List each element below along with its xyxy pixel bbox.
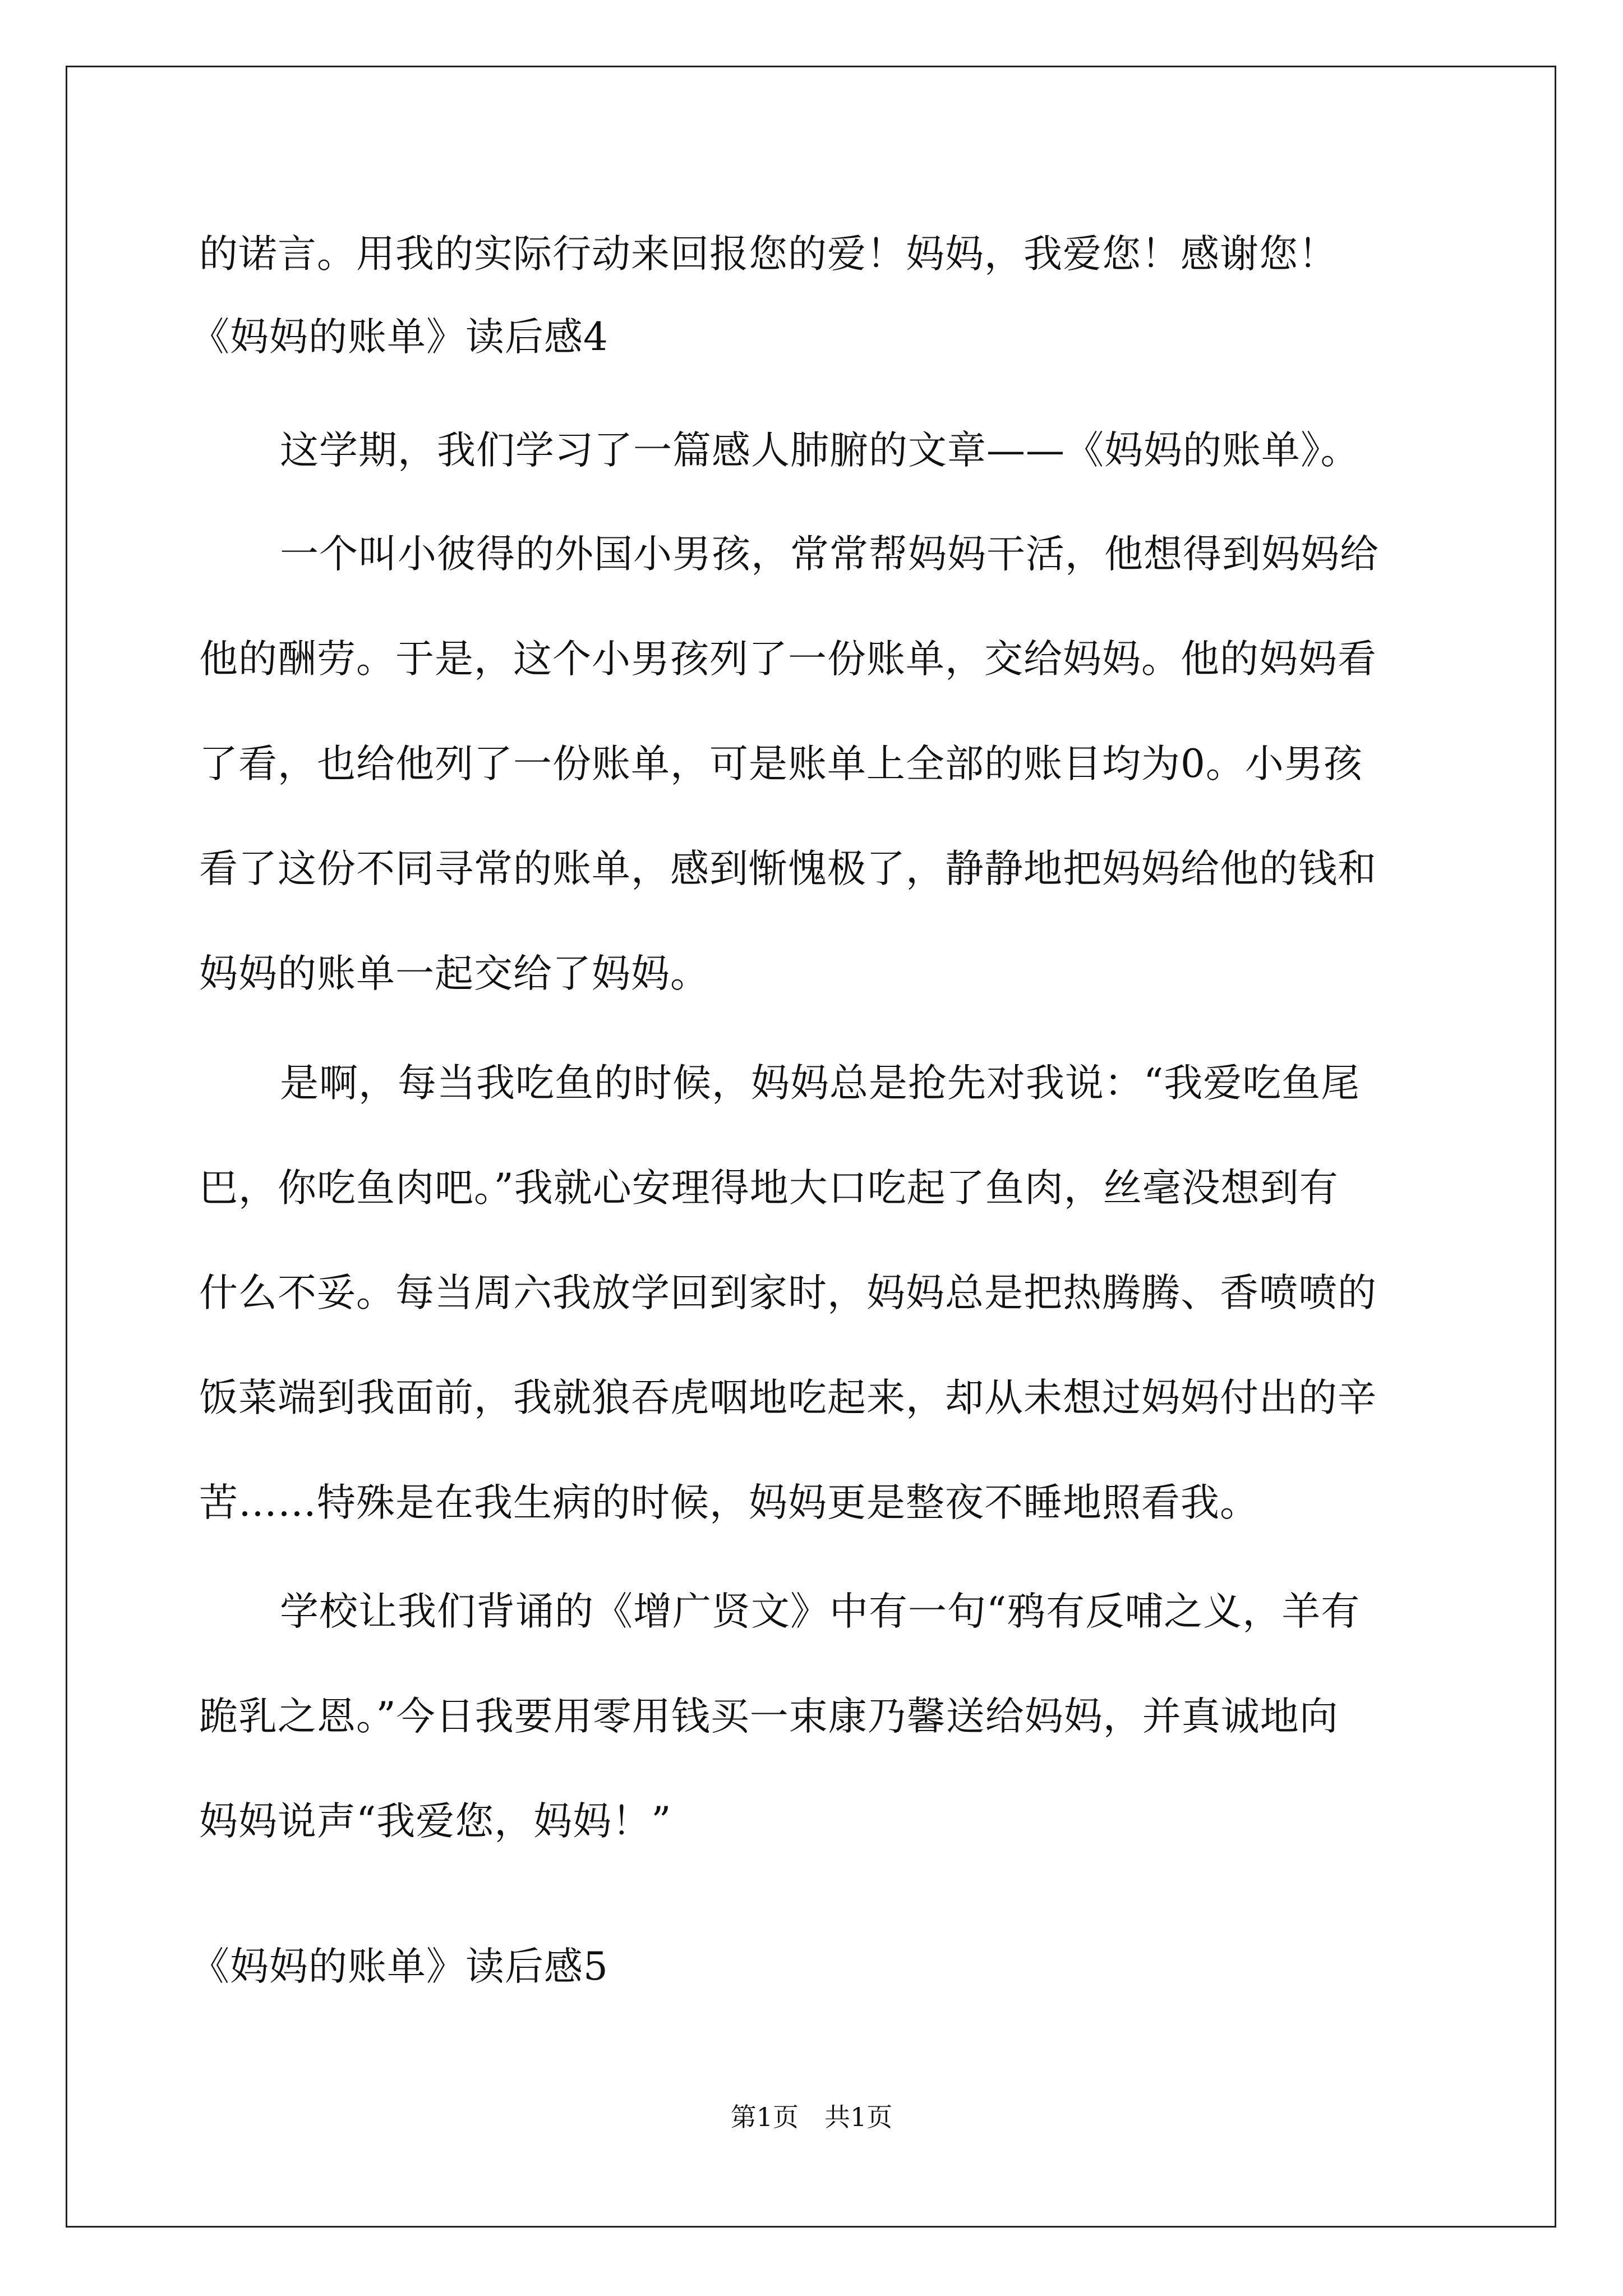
paragraph-line: 学校让我们背诵的《增广贤文》中有一句“鸦有反哺之义，羊有: [280, 1589, 1361, 1634]
paragraph-line: 苦……特殊是在我生病的时候，妈妈更是整夜不睡地照看我。: [199, 1480, 1259, 1525]
paragraph-line: 了看，也给他列了一份账单，可是账单上全部的账目均为0。小男孩: [199, 742, 1363, 786]
heading-essay-4: 《妈妈的账单》读后感4: [191, 315, 608, 360]
heading-essay-5: 《妈妈的账单》读后感5: [191, 1944, 608, 1989]
paragraph-line: 巴，你吃鱼肉吧。”我就心安理得地大口吃起了鱼肉，丝毫没想到有: [199, 1166, 1339, 1211]
paragraph-1: [199, 398, 1427, 503]
paragraph-line: 跪乳之恩。”今日我要用零用钱买一束康乃馨送给妈妈，并真诚地向: [199, 1694, 1339, 1739]
page-footer: 第1页 共1页: [730, 2102, 893, 2132]
paragraph-2: [199, 502, 1427, 1027]
paragraph-line: 看了这份不同寻常的账单，感到惭愧极了，静静地把妈妈给他的钱和: [199, 846, 1377, 891]
paragraph-3: [199, 1031, 1427, 1556]
paragraph-line: 什么不妥。每当周六我放学回到家时，妈妈总是把热腾腾、香喷喷的: [199, 1271, 1377, 1315]
paragraph-line: 饭菜端到我面前，我就狼吞虎咽地吃起来，却从未想过妈妈付出的辛: [199, 1375, 1377, 1420]
paragraph-line: 妈妈说声“我爱您，妈妈！”: [199, 1799, 672, 1844]
paragraph-line: 他的酬劳。于是，这个小男孩列了一份账单，交给妈妈。他的妈妈看: [199, 637, 1377, 682]
paragraph-line: 这学期，我们学习了一篇感人肺腑的文章——《妈妈的账单》。: [280, 428, 1360, 473]
paragraph-line: 一个叫小彼得的外国小男孩，常常帮妈妈干活，他想得到妈妈给: [280, 532, 1379, 577]
paragraph-4: [199, 1559, 1427, 1874]
paragraph-line: 妈妈的账单一起交给了妈妈。: [199, 951, 709, 996]
opening-line: 的诺言。用我的实际行动来回报您的爱！妈妈，我爱您！感谢您！: [199, 232, 1338, 277]
paragraph-line: 是啊，每当我吃鱼的时候，妈妈总是抢先对我说：“我爱吃鱼尾: [280, 1061, 1361, 1106]
